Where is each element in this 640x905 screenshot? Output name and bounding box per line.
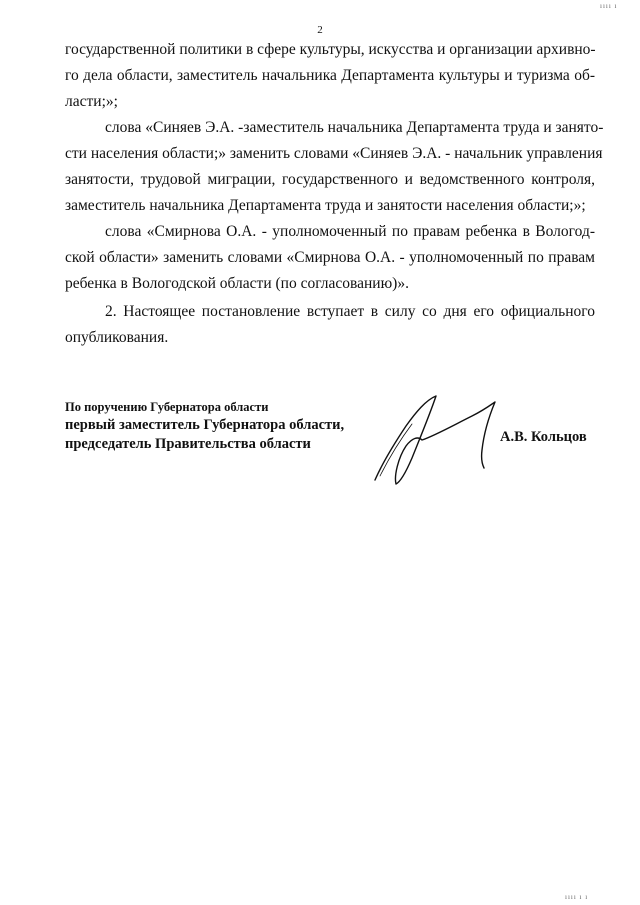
scan-mark-bottom: ıııı ı ı xyxy=(565,893,589,901)
body-line: 2. Настоящее постановление вступает в силу со дня его официального xyxy=(105,303,595,320)
on-behalf-line: По поручению Губернатора области xyxy=(65,400,269,414)
body-line: заместитель начальника Департамента труда и занятости населения области;»; xyxy=(65,197,586,214)
signature-block xyxy=(65,398,344,454)
handwritten-signature xyxy=(372,392,497,487)
body-line: ской области» заменить словами «Смирнова О.А. - уполномоченный по правам xyxy=(65,249,595,266)
body-line: государственной политики в сфере культуры, искусства и организации архивно- xyxy=(65,41,596,58)
body-line: слова «Смирнова О.А. - уполномоченный по правам ребенка в Вологод- xyxy=(105,223,595,240)
signatory-name: А.В. Кольцов xyxy=(500,429,587,445)
body-line: го дела области, заместитель начальника Департамента культуры и туризма об- xyxy=(65,67,595,84)
body-line: ребенка в Вологодской области (по согласованию)». xyxy=(65,275,409,292)
body-line: опубликования. xyxy=(65,329,169,346)
scan-mark-top: ıııı ı xyxy=(600,2,618,10)
page-number: 2 xyxy=(317,24,323,36)
position-line-2: председатель Правительства области xyxy=(65,436,311,452)
body-line: занятости, трудовой миграции, государственного и ведомственного контроля, xyxy=(65,171,595,188)
position-line-1: первый заместитель Губернатора области, xyxy=(65,417,345,433)
body-line: сти населения области;» заменить словами «Синяев Э.А. - начальник управления xyxy=(65,145,603,162)
body-line: ласти;»; xyxy=(65,93,118,110)
body-line: слова «Синяев Э.А. -заместитель начальника Департамента труда и занято- xyxy=(105,119,604,136)
